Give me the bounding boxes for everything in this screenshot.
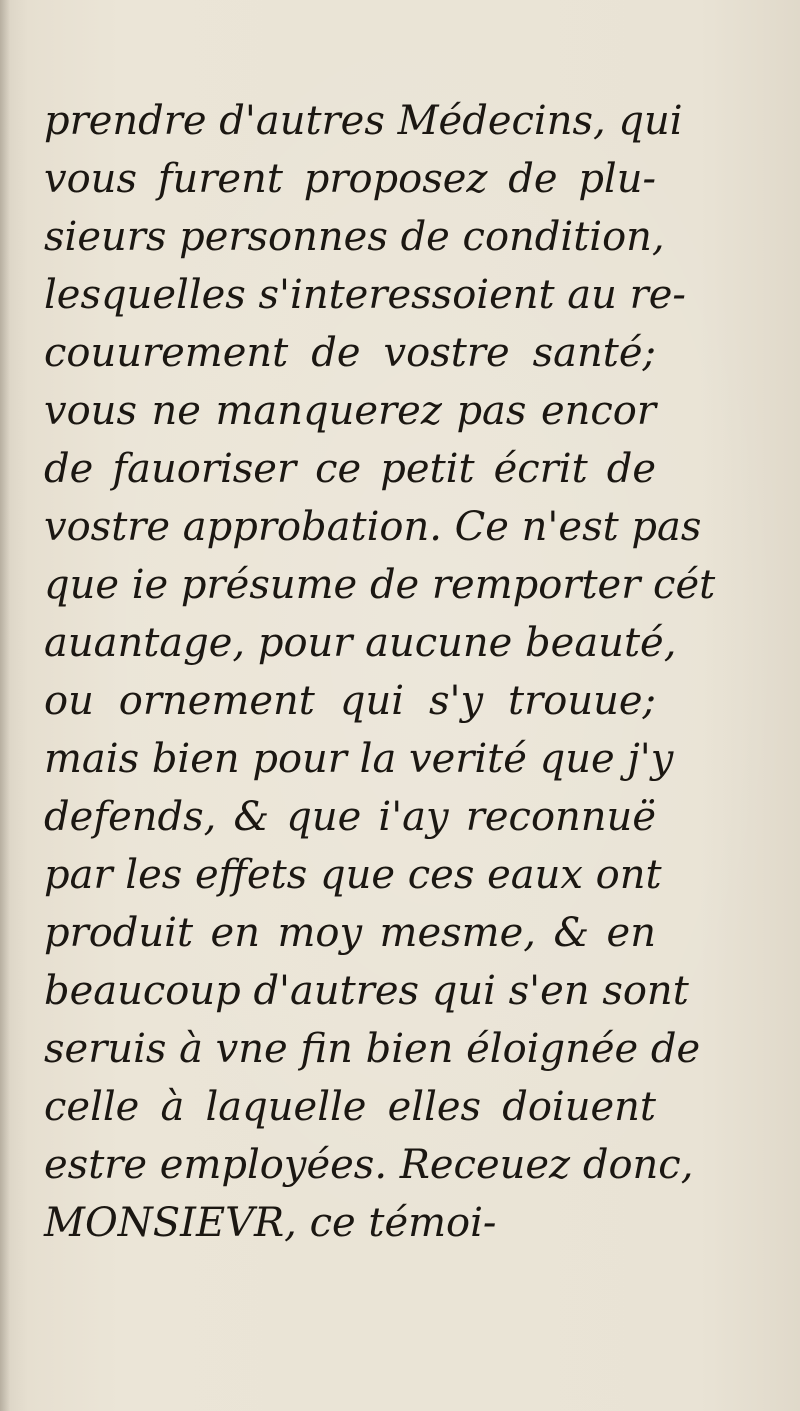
text-line: produit en moy mesme, & en bbox=[44, 910, 656, 956]
text-line: vous ne manquerez pas encor bbox=[44, 388, 656, 434]
text-line: vous furent proposez de plu- bbox=[44, 156, 656, 202]
text-line: mais bien pour la verité que j'y bbox=[44, 736, 674, 782]
text-line: sieurs personnes de condition, bbox=[44, 214, 665, 260]
text-line: estre employées. Receuez donc, bbox=[44, 1142, 694, 1188]
text-line: auantage, pour aucune beauté, bbox=[44, 620, 677, 666]
text-line: par les effets que ces eaux ont bbox=[44, 852, 662, 898]
text-line: vostre approbation. Ce n'est pas bbox=[44, 504, 702, 550]
text-line: beaucoup d'autres qui s'en sont bbox=[44, 968, 689, 1014]
text-line: prendre d'autres Médecins, qui bbox=[44, 98, 683, 144]
text-line: ou ornement qui s'y trouue; bbox=[44, 678, 656, 724]
text-line: MONSIEVR, ce témoi- bbox=[44, 1200, 497, 1246]
page-gutter-shadow bbox=[0, 0, 10, 1411]
page-text bbox=[44, 92, 716, 1252]
text-line: de fauoriser ce petit écrit de bbox=[44, 446, 656, 492]
text-line: defends, & que i'ay reconnuë bbox=[44, 794, 656, 840]
text-line: lesquelles s'interessoient au re- bbox=[44, 272, 686, 318]
text-line: que ie présume de remporter cét bbox=[44, 562, 716, 608]
text-line: seruis à vne fin bien éloignée de bbox=[44, 1026, 701, 1072]
text-line: celle à laquelle elles doiuent bbox=[44, 1084, 656, 1130]
text-line: couurement de vostre santé; bbox=[44, 330, 656, 376]
